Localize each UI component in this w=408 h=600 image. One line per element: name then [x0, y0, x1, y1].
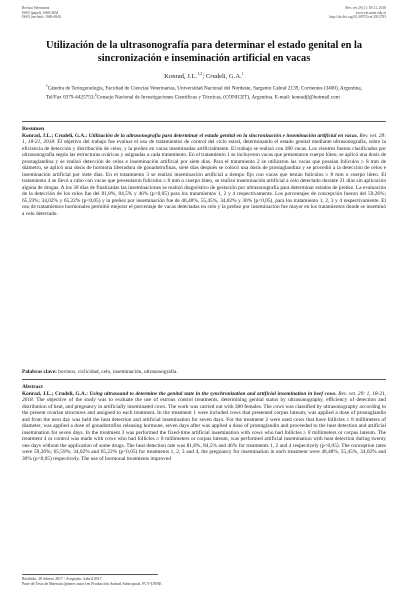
divider-mid [22, 379, 386, 380]
author-2-affil: 1 [241, 71, 244, 76]
abstract-text: The objective of the study was to evaluate the use of estrous control treatments, determining genital status by ultrasonography, efficiency of detection and distribution of heat, and pregnancy in artificially inseminated cows. The work was carried out with 380 females. The cows was classified by ultrasonography according to the present ovarian structures and assigned to each treatment. In the treatment 1 were included cows that presented corpus luteum; was applied a dose of prostaglandin and from the next day was held the heat detection and artificial insemination for seven days. For the treatment 2 were used cows that have follicles ≥ 8 millimeters of diameter, was applied a dose of gonadotrofins releasing hormone, seven days after was applied a dose of prostaglandin and proceeded to the heat detection and artificial insemination for seven days. In the treatment 3 was performed the fixed-time artificial insemination with cows who had follicles ≥ 8 millimeters or corpus luteum. The treatment 4 or control was made with cows who had follicles ≥ 8 millimeters or corpus luteum, was performed artificial insemination with heat detection during twenty one days without the application of some drugs. The heat detection rate was 81,8%, 84,5% and 46% for treatments 1, 2 and 4 respectively (p<0,05). The conception rates were 59,26%; 65,59%; 34,02% and 65,22% (p<0,05) for treatments 1, 2, 3 and 4, the pregnancy for insemination in each treatment were 48,48%, 55,45%, 34,02% and 30% (p<0,05) respectively. The use of hormonal treatments improved [22, 397, 386, 462]
abstract-citation-ref: Rev. vet. 29: 1, 18-21, 2018. [22, 391, 386, 404]
abstract-citation-title: Using ultrasound to determine the genital state in the synchronization and artificial insemination in beef cows. [89, 391, 337, 397]
footnotes [22, 577, 386, 588]
keywords-label: Palabras clave: [22, 369, 57, 375]
affil-1-text: Cátedra de Teriogenología, Facultad de Ciencias Veterinarias, Universidad Nacional del Nordeste, Sargento Cabral 2139, Corrientes (3400), Argentina, Tel/Fax 0379-4425753; [46, 85, 362, 101]
author-2: Crudeli, G.A. [205, 73, 242, 81]
citation-info [329, 6, 386, 20]
resumen-citation-title: Utilización de la ultrasonografía para determinar el estado genital en la sincronización e inseminación artificial en vacas. [88, 133, 359, 139]
article-title: Utilización de la ultrasonografía para determinar el estado genital en la sincronización e inseminación artificial en vacas [45, 40, 363, 64]
journal-name: Revista Veterinaria [22, 6, 50, 10]
resumen-text: El objetivo del trabajo fue evaluar el uso de tratamientos de control del ciclo estral, determinando el estado genital mediante ultrasonografía, sobre la eficiencia de detección y distribución de celos, y la preñez en vacas inseminadas artificialmente. El trabajo se realizó con 380 vacas. Los vientres fueron clasificados por ultrasonografía según las estructuras ováricas y asignadas a cada tratamiento. En el tratamiento 1 se incluyeron vacas que presentaron cuerpo lúteo; se aplicó una dosis de prostaglandina y se realizó detección de celos e inseminación artificial por siete días. Para el tratamiento 2 se utilizaron las vacas que poseían folículos ≥ 8 mm de diámetro, se aplicó una dosis de hormona liberadora de gonadotrofinas, siete días después se colocó una dosis de prostaglandina y se procedió a la detección de celos e inseminación artificial por siete días. En el tratamiento 3 se realizó inseminación artificial a tiempo fijo con vacas que tenían folículos ≥ 8 mm o cuerpo lúteo. El tratamiento 4 se llevó a cabo con vacas que presentaron folículos ≥ 8 mm o cuerpo lúteo, se realizó inseminación artificial a celo detectado durante 21 días sin aplicación alguna de drogas. A los 30 días de finalizadas las inseminaciones se realizó diagnóstico de gestación por ultrasonografía para determinar estados de preñez. La evaluación de la detección de los celos fue del 81,8%, 84,5% y 46% (p<0,05) para los tratamientos 1, 2 y 4 respectivamente. Los porcentajes de concepción fueron del 59,26%; 65,59%; 34,02% y 65,22% (p<0,05) y la preñez por inseminación fue de 48,48%, 55,45%, 34,02% y 30% (p<0,05), para los tratamiento 1, 2, 3 y 4 respectivamente. El uso de tratamientos hormonales permitió mejorar el porcentaje de vacas detectadas en celo y la preñez por inseminación fue mayor en los tratamientos donde se inseminó a celo detectado. [22, 139, 386, 217]
affil-2-text: Consejo Nacional de Investigaciones Científicas y Técnicas, (CONICET), Argentina. E-mail: konradjl@hotmail.com [96, 94, 340, 101]
keywords-text: bovinos, ciclicidad, celo, inseminación, ultrasonografía. [58, 369, 178, 375]
journal-citation: Rev. vet 29 (1): 18-21, 2018 [345, 6, 386, 10]
running-header [22, 6, 386, 30]
affil-2-marker: 2 [94, 93, 97, 98]
resumen-citation-authors: Konrad, J.L.; Crudeli, G.A.: [22, 133, 88, 139]
author-line [22, 70, 386, 81]
abstract-citation-authors: Konrad, J.L.; Crudeli, G.A.: [22, 391, 88, 397]
author-1: Konrad, J.L. [164, 73, 198, 81]
footnote-rule [22, 574, 158, 575]
article-doi[interactable]: http://dx.doi.org/10.30972/vet.2912783 [329, 15, 386, 20]
abstract-heading: Abstract [22, 384, 43, 390]
received-accepted: Recibido: 28 febrero 2017 / Aceptado: 4 abril 2017 [22, 577, 102, 581]
affil-1-marker: 1 [46, 84, 48, 88]
author-1-affil: 1,2 [197, 71, 203, 76]
journal-info [22, 6, 61, 20]
author-separator: ; [202, 73, 206, 81]
journal-website[interactable]: www.vet.unne.edu.ar [355, 10, 386, 15]
resumen-heading: Resumen [22, 126, 45, 132]
resumen-citation-ref: Rev. vet. 29: 1, 18-21, 2018. [22, 133, 386, 146]
keywords [22, 369, 386, 375]
affiliations [46, 83, 362, 101]
divider-top [22, 121, 386, 122]
thesis-note: Parte de Tesis de Maestría (primer autor) en Producción Animal Subtropical, FCV-UNNE. [22, 582, 163, 587]
abstract-body [22, 391, 386, 462]
issn-print: ISSN (papel): 1668-4834 [22, 10, 59, 15]
issn-online: ISSN (on-line): 1669-6840 [22, 15, 61, 20]
resumen-body [22, 133, 386, 217]
